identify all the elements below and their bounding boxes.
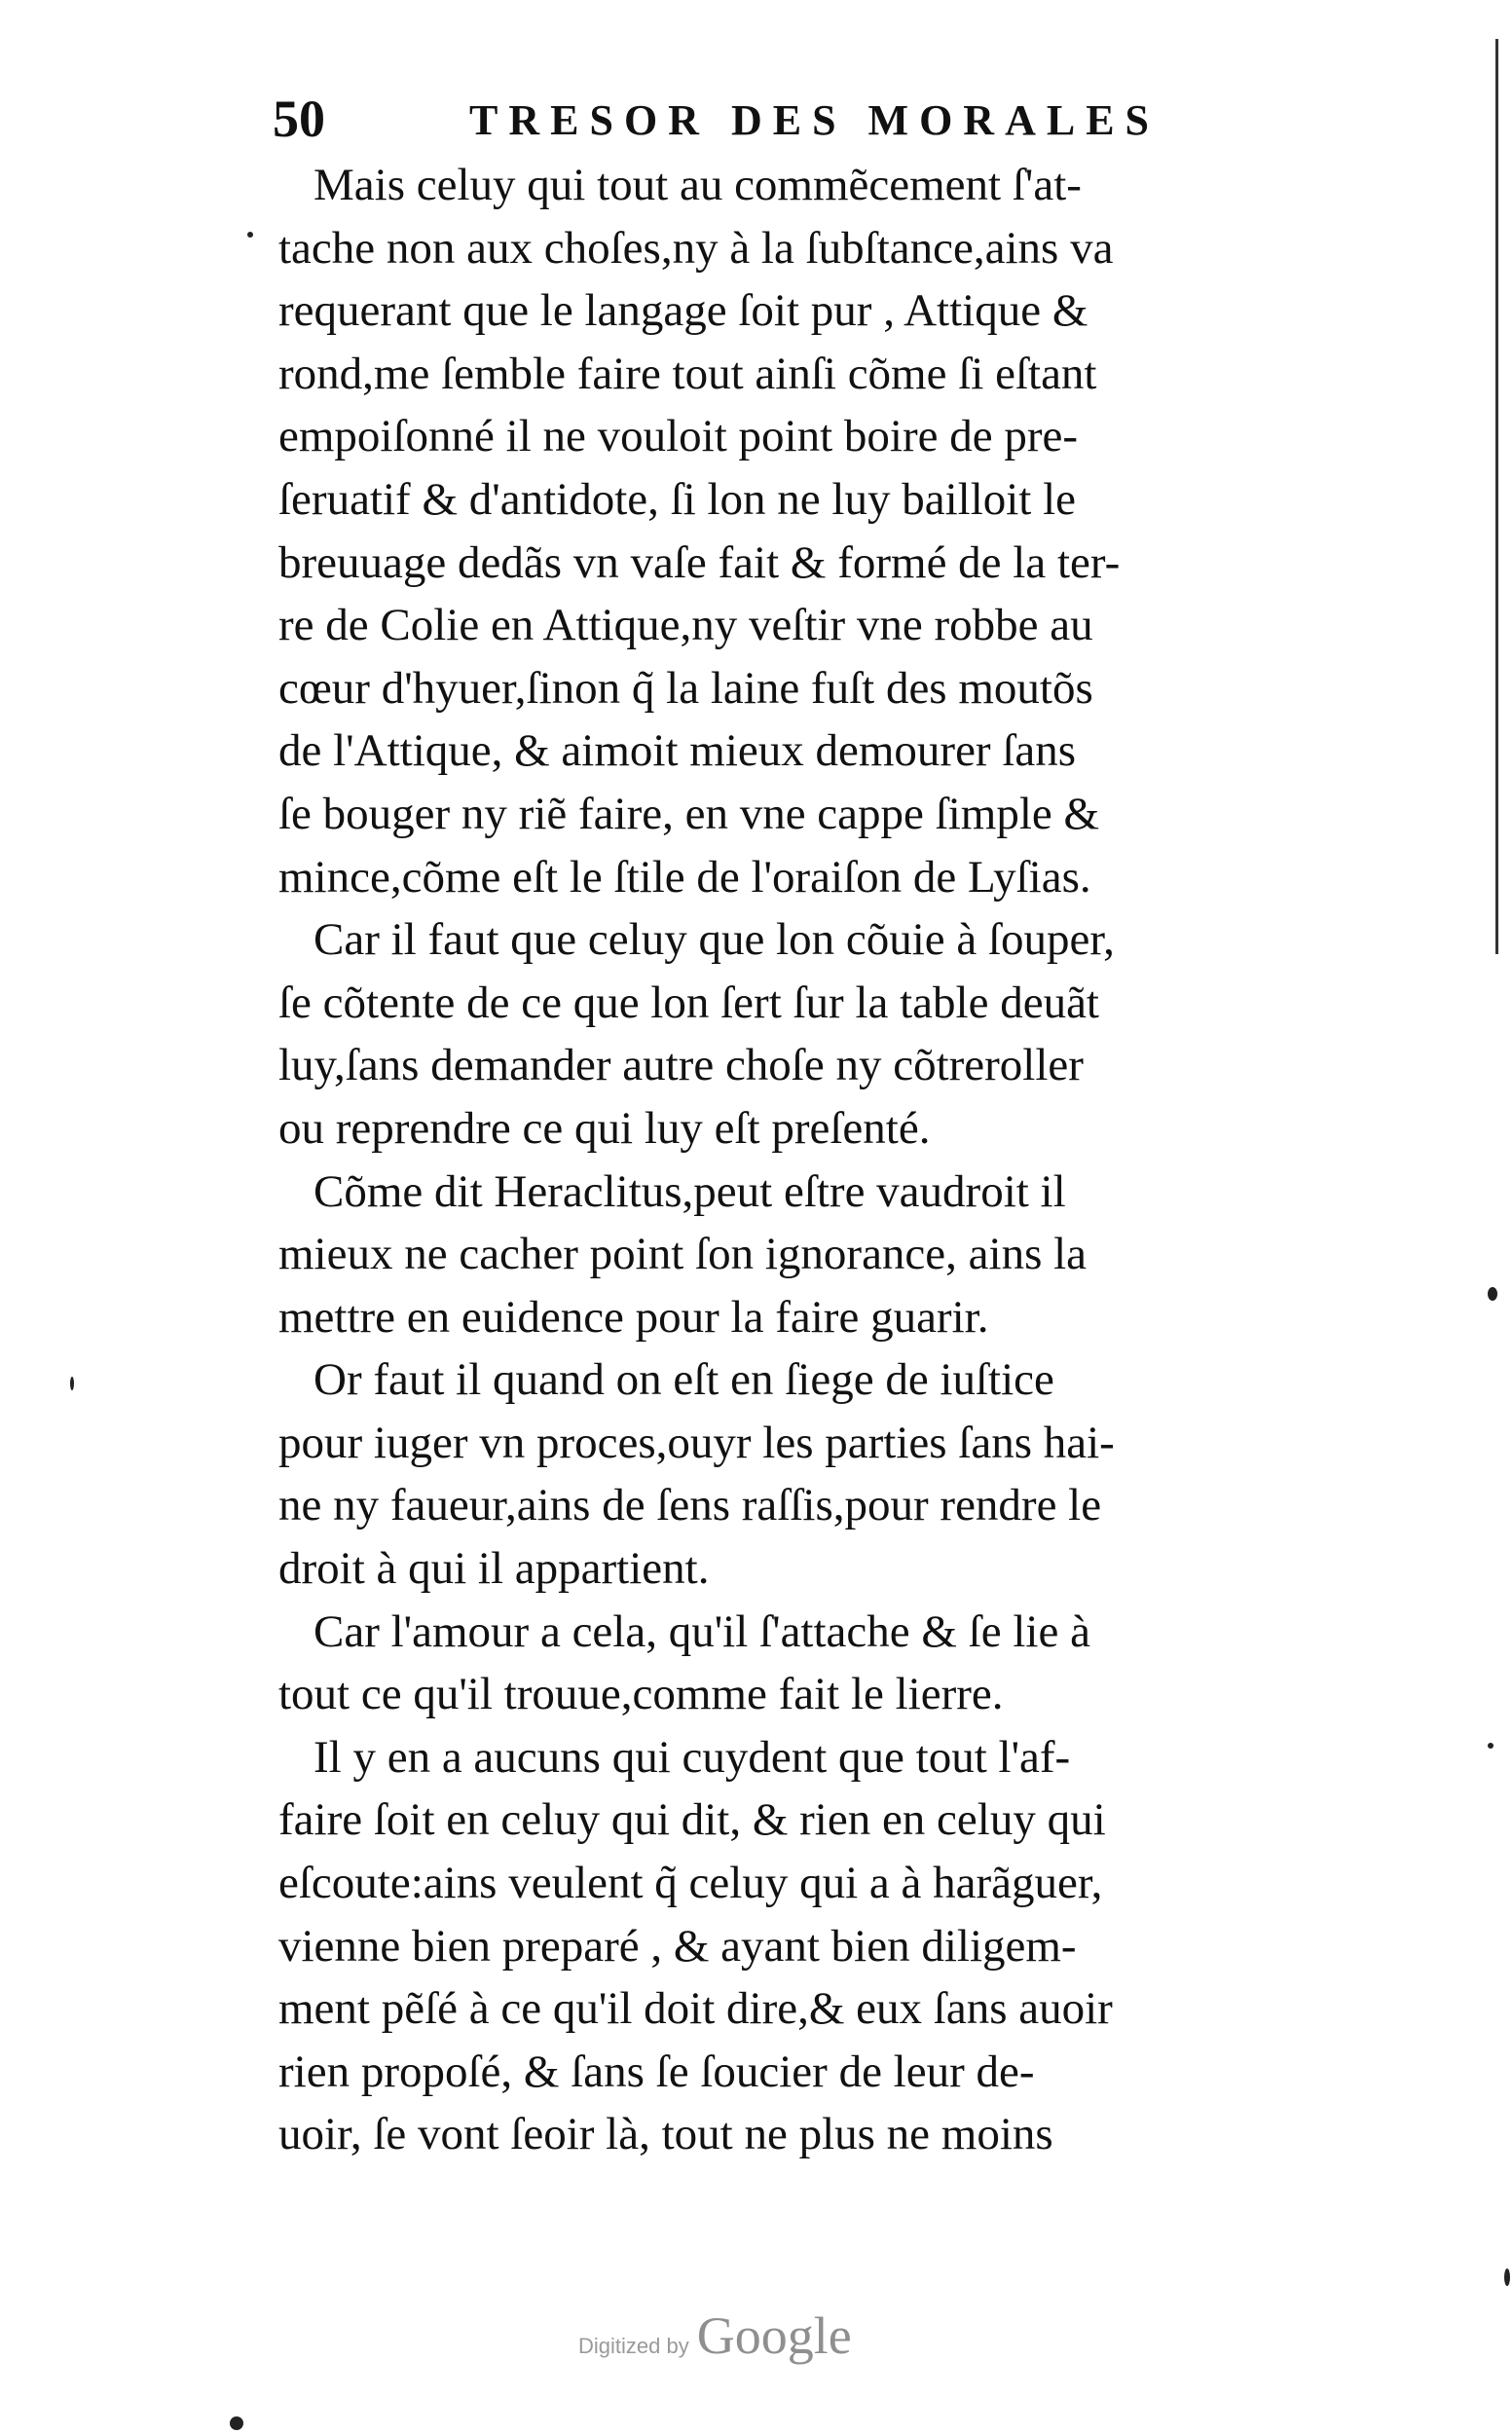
text-line: mettre en euidence pour la faire guarir. [278,1291,989,1343]
text-line: Il y en a aucuns qui cuydent que tout l'af- [313,1731,1071,1783]
text-line: Car il faut que celuy que lon cõuie à ſouper, [313,914,1115,966]
margin-speck [1488,1287,1497,1301]
text-line: rien propoſé, & ſans ſe ſoucier de leur de- [278,2046,1035,2097]
stamp-brand: Google [696,2306,852,2365]
margin-speck [70,1377,74,1390]
page-edge-shadow [1495,39,1498,954]
text-line: mieux ne cacher point ſon ignorance, ains la [278,1229,1088,1280]
text-line: cœur d'hyuer,ſinon q̃ la laine fuſt des moutõs [278,662,1093,714]
text-line: faire ſoit en celuy qui dit, & rien en celuy qui [278,1794,1106,1846]
page-number: 50 [273,90,325,148]
text-line: ſe bouger ny riẽ faire, en vne cappe ſimple & [278,788,1100,839]
text-line: vienne bien preparé , & ayant bien diligem- [278,1920,1077,1972]
text-line: rond,me ſemble faire tout ainſi cõme ſi eſtant [278,348,1097,399]
text-line: ſeruatif & d'antidote, ſi lon ne luy bailloit le [278,473,1077,525]
text-line: Mais celuy qui tout au commẽcement ſ'at- [313,160,1082,210]
margin-speck [230,2416,243,2430]
text-line: luy,ſans demander autre choſe ny cõtreroller [278,1040,1084,1091]
text-line: requerant que le langage ſoit pur , Attique & [278,285,1088,337]
text-line: ſe cõtente de ce que lon ſert ſur la table deuãt [278,977,1099,1028]
text-line: ment pẽſé à ce qu'il doit dire,& eux ſans auoir [278,1983,1113,2035]
text-line: empoiſonné il ne vouloit point boire de pre- [278,411,1079,462]
text-line: ne ny faueur,ains de ſens raſſis,pour rendre le [278,1480,1102,1531]
text-line: de l'Attique, & aimoit mieux demourer ſans [278,725,1077,777]
text-line: Cõme dit Heraclitus,peut eſtre vaudroit il [313,1165,1066,1217]
margin-speck [1488,1743,1494,1749]
text-line: tache non aux choſes,ny à la ſubſtance,ains va [278,222,1114,274]
text-line: ou reprendre ce qui luy eſt preſenté. [278,1102,931,1154]
text-line: pour iuger vn proces,ouyr les parties ſans hai- [278,1417,1115,1468]
text-line: breuuage dedãs vn vaſe fait & formé de la ter- [278,536,1121,588]
text-line: droit à qui il appartient. [278,1543,710,1595]
stamp-prefix: Digitized by [578,2334,689,2358]
digitization-stamp [578,2305,852,2374]
text-line: Or faut il quand on eſt en ſiege de iuſtice [313,1354,1054,1406]
body-text [278,154,1340,2166]
margin-speck [247,232,253,238]
text-line: Car l'amour a cela, qu'il ſ'attache & ſe lie à [313,1605,1090,1657]
page-header [265,90,1336,148]
text-line: tout ce qu'il trouue,comme fait le lierre. [278,1669,1004,1720]
text-line: eſcoute:ains veulent q̃ celuy qui a à harãguer, [278,1858,1103,1909]
text-line: re de Colie en Attique,ny veſtir vne robbe au [278,600,1093,651]
text-line: mince,cõme eſt le ſtile de l'oraiſon de Lyſias. [278,851,1091,903]
text-line: uoir, ſe vont ſeoir là, tout ne plus ne moins [278,2109,1053,2160]
running-title: TRESOR DES MORALES [469,96,1161,144]
margin-speck [1504,2268,1510,2286]
